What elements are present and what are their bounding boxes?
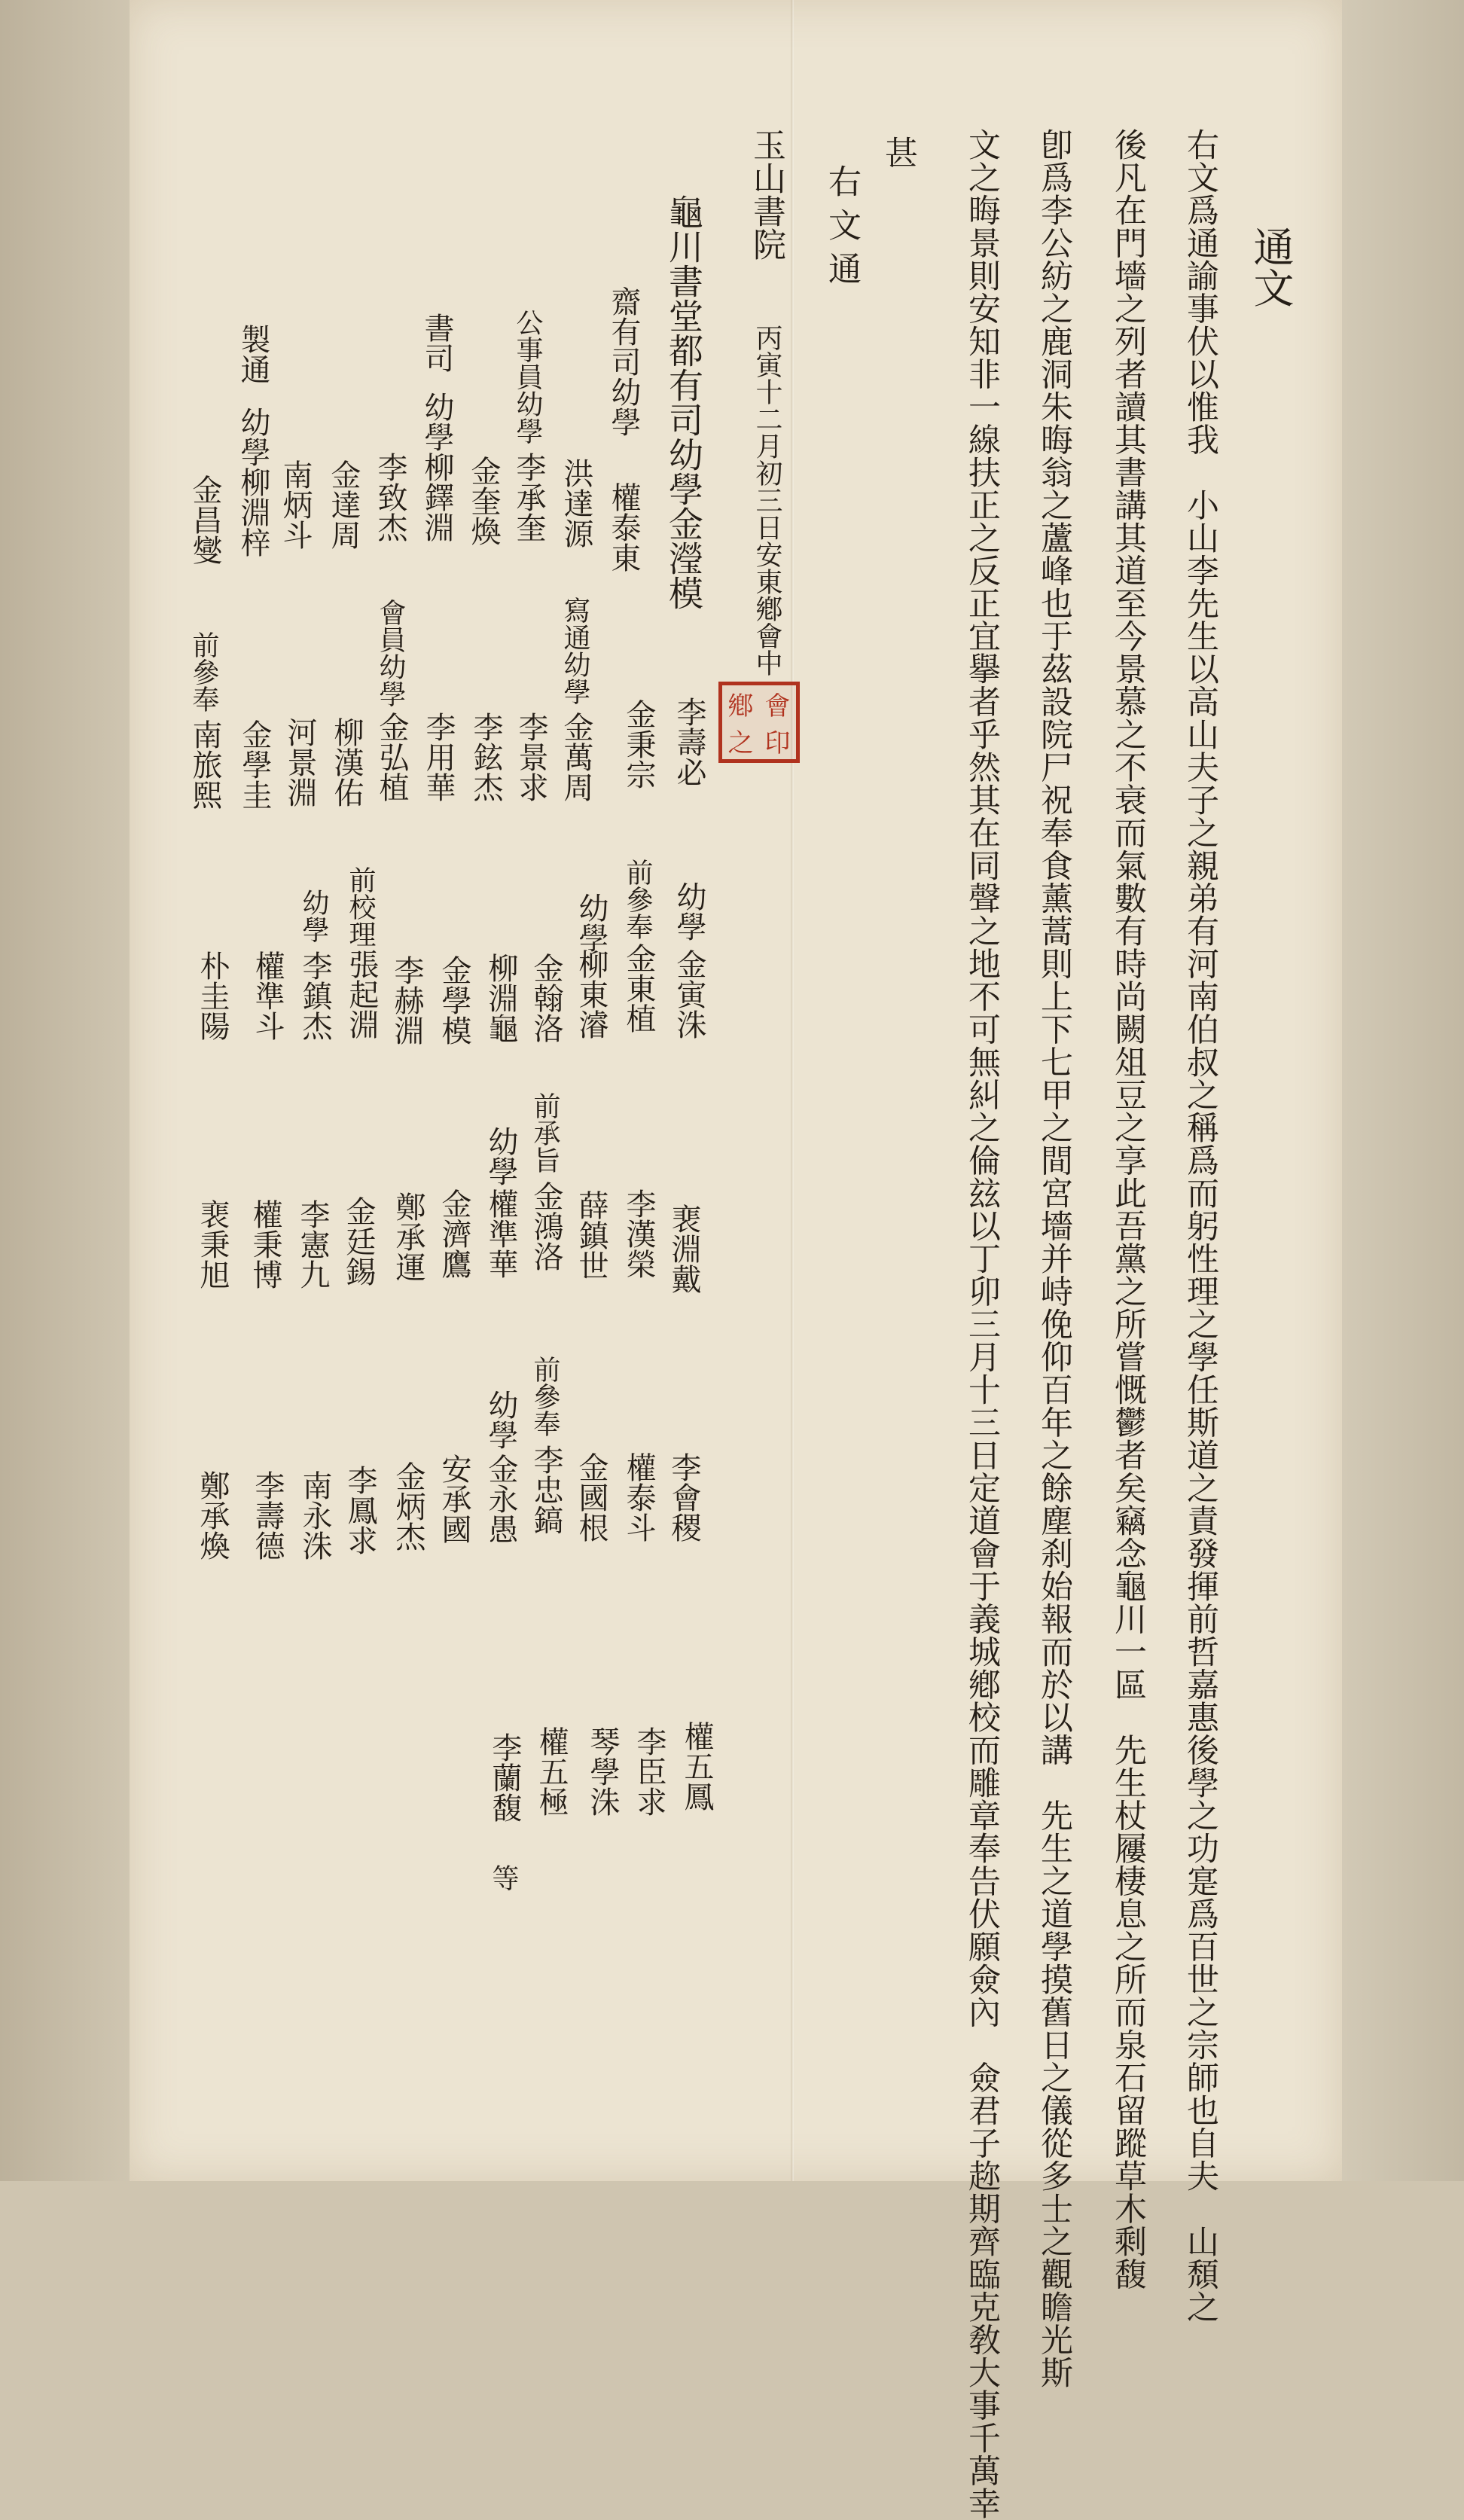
signatory-name: 鄭承煥 <box>195 1470 230 1561</box>
signatory-name: 李漢榮 <box>621 1188 656 1279</box>
paper-sheet <box>130 0 1342 2181</box>
body-column-2: 後凡在門墻之列者讀其書講其道至今景慕之不衰而氣數有時尚闕俎豆之享此吾黨之所嘗慨鬱者矣竊念龜川一區 先生杖屨棲息之所而泉石留蹤草木剩馥 <box>1109 128 1147 2290</box>
signatory-name: 金學模 <box>437 955 471 1045</box>
signatory-name: 李會稷 <box>666 1452 701 1542</box>
signatory-name: 權泰斗 <box>621 1452 656 1542</box>
signatory-name: 洪達源 <box>559 458 593 548</box>
signatory-name: 李赫淵 <box>389 955 424 1045</box>
signatory-name: 李鉉杰 <box>468 712 503 802</box>
signatory-name: 李用華 <box>421 712 456 802</box>
signatory-name: 南炳斗 <box>278 459 313 550</box>
document-title: 通文 <box>1247 226 1295 308</box>
signatory-name: 權準斗 <box>250 950 285 1041</box>
signatory-name: 柳漢佑 <box>329 717 364 807</box>
signatory-name: 南旅熙 <box>188 719 222 810</box>
signatory-name: 李蘭馥 <box>487 1732 522 1823</box>
signatory-name: 朴圭陽 <box>195 950 230 1041</box>
signatory-name: 金奎煥 <box>466 456 501 546</box>
signatory-name: 金翰洛 <box>529 953 563 1043</box>
signatory-name: 金寅洙 <box>672 949 706 1039</box>
signatory-role: 幼學 <box>298 889 329 943</box>
signatory-role: 會員幼學 <box>375 599 406 707</box>
signatory-name: 金弘植 <box>374 712 409 802</box>
signatory-name: 金秉宗 <box>621 699 656 789</box>
signatory-name: 權泰東 <box>606 482 641 572</box>
signatory-name: 張起淵 <box>344 949 379 1039</box>
signatory-name: 鄭承運 <box>391 1191 425 1282</box>
signatory-role: 公事員幼學 <box>512 309 543 444</box>
red-seal: 鄕 會 之 印 <box>718 682 800 763</box>
signatory-name: 幼學柳淵梓 <box>236 407 270 557</box>
signatory-name: 金炳杰 <box>391 1461 425 1551</box>
signatory-role: 製通 <box>236 324 270 384</box>
signatory-role: 書司 <box>419 313 454 373</box>
signatory-name: 幼學柳鐸淵 <box>419 392 454 542</box>
signatory-name: 柳東濬 <box>574 949 608 1039</box>
issuer: 龜川書堂都有司幼學金瀅模 <box>663 194 704 610</box>
closing-word: 甚 <box>879 136 917 169</box>
body-column-4: 文之晦景則安知非一線扶正之反正宜擧者乎然其在同聲之地不可無糾之倫玆以丁卯三月十三日定道會于義城鄕校而雕章奉告伏願僉內 僉君子趂期齊臨克敎大事千萬幸 <box>963 128 1001 2520</box>
signatory-name: 李壽必 <box>672 697 706 787</box>
signatory-role: 前承旨 <box>529 1092 560 1173</box>
signatory-role: 前參奉 <box>188 631 219 712</box>
signatory-name: 金學圭 <box>237 719 272 810</box>
signatory-role: 幼學 <box>483 1390 518 1450</box>
signatory-role: 幼學 <box>574 892 608 953</box>
signatory-role: 前參奉 <box>622 859 653 940</box>
signatory-name: 權五極 <box>534 1726 569 1817</box>
signatory-name: 李憲九 <box>295 1199 330 1289</box>
signatory-name: 金萬周 <box>559 712 593 802</box>
addressee-prefix: 右文通 <box>822 164 861 295</box>
signatory-name: 李承奎 <box>511 452 546 542</box>
signatory-name: 金鴻洛 <box>529 1181 563 1271</box>
signatory-role: 幼學 <box>672 881 706 941</box>
signatory-name: 李忠鎬 <box>529 1445 563 1535</box>
signatory-name: 薛鎮世 <box>574 1190 608 1280</box>
body-column-1: 右文爲通諭事伏以惟我 小山李先生以高山夫子之親弟有河南伯叔之稱爲而躬性理之學任斯道之責發揮前哲嘉惠後學之功寔爲百世之宗師也自夫 山頹之 <box>1182 128 1219 2323</box>
signatory-name: 李鎮杰 <box>297 950 332 1041</box>
signatory-name: 權準華 <box>483 1188 518 1279</box>
signatories-suffix: 等 <box>488 1864 519 1891</box>
signatory-role: 幼學 <box>483 1126 518 1186</box>
signatory-name: 金廷錫 <box>341 1196 376 1286</box>
signatory-role: 齋有司幼學 <box>606 286 641 437</box>
signatory-name: 裵秉旭 <box>195 1199 230 1289</box>
signatory-name: 李鳳求 <box>343 1465 377 1555</box>
signatory-name: 李景求 <box>514 712 548 802</box>
signatory-name: 金永愚 <box>483 1454 518 1544</box>
signatory-name: 裵淵戴 <box>666 1204 701 1294</box>
signatory-name: 李致杰 <box>373 452 407 542</box>
body-column-3: 卽爲李公紡之鹿洞朱晦翁之蘆峰也于茲設院尸祝奉食薰蒿則上下七甲之間宮墻并峙俛仰百年之餘塵刹始報而於以講 先生之道學摸舊日之儀從多士之觀瞻光斯 <box>1035 128 1073 2389</box>
signatory-name: 金濟鷹 <box>437 1188 471 1279</box>
signatory-name: 南永洙 <box>297 1470 332 1561</box>
signatory-name: 李壽德 <box>250 1470 285 1561</box>
signatory-name: 琴學洙 <box>585 1726 620 1817</box>
signatory-name: 權秉博 <box>248 1199 282 1289</box>
signatory-name: 權五鳳 <box>679 1721 714 1811</box>
signatory-role: 前校理 <box>345 866 376 947</box>
paper-fold-line <box>791 0 794 2181</box>
signatory-name: 安承國 <box>437 1454 471 1544</box>
signatory-name: 李臣求 <box>632 1726 666 1817</box>
signatory-name: 河景淵 <box>282 717 317 807</box>
signatory-name: 柳淵龜 <box>483 953 518 1043</box>
date-line: 丙寅十二月初三日安東鄕會中 <box>752 324 782 676</box>
signatory-role: 寫通幼學 <box>560 596 590 705</box>
addressee: 玉山書院 <box>747 128 785 261</box>
signatory-role: 前參奉 <box>529 1356 560 1437</box>
signatory-name: 金國根 <box>574 1452 608 1542</box>
signatory-name: 金昌燮 <box>188 474 222 565</box>
signatory-name: 金達周 <box>326 459 361 550</box>
signatory-name: 金東植 <box>621 943 656 1033</box>
